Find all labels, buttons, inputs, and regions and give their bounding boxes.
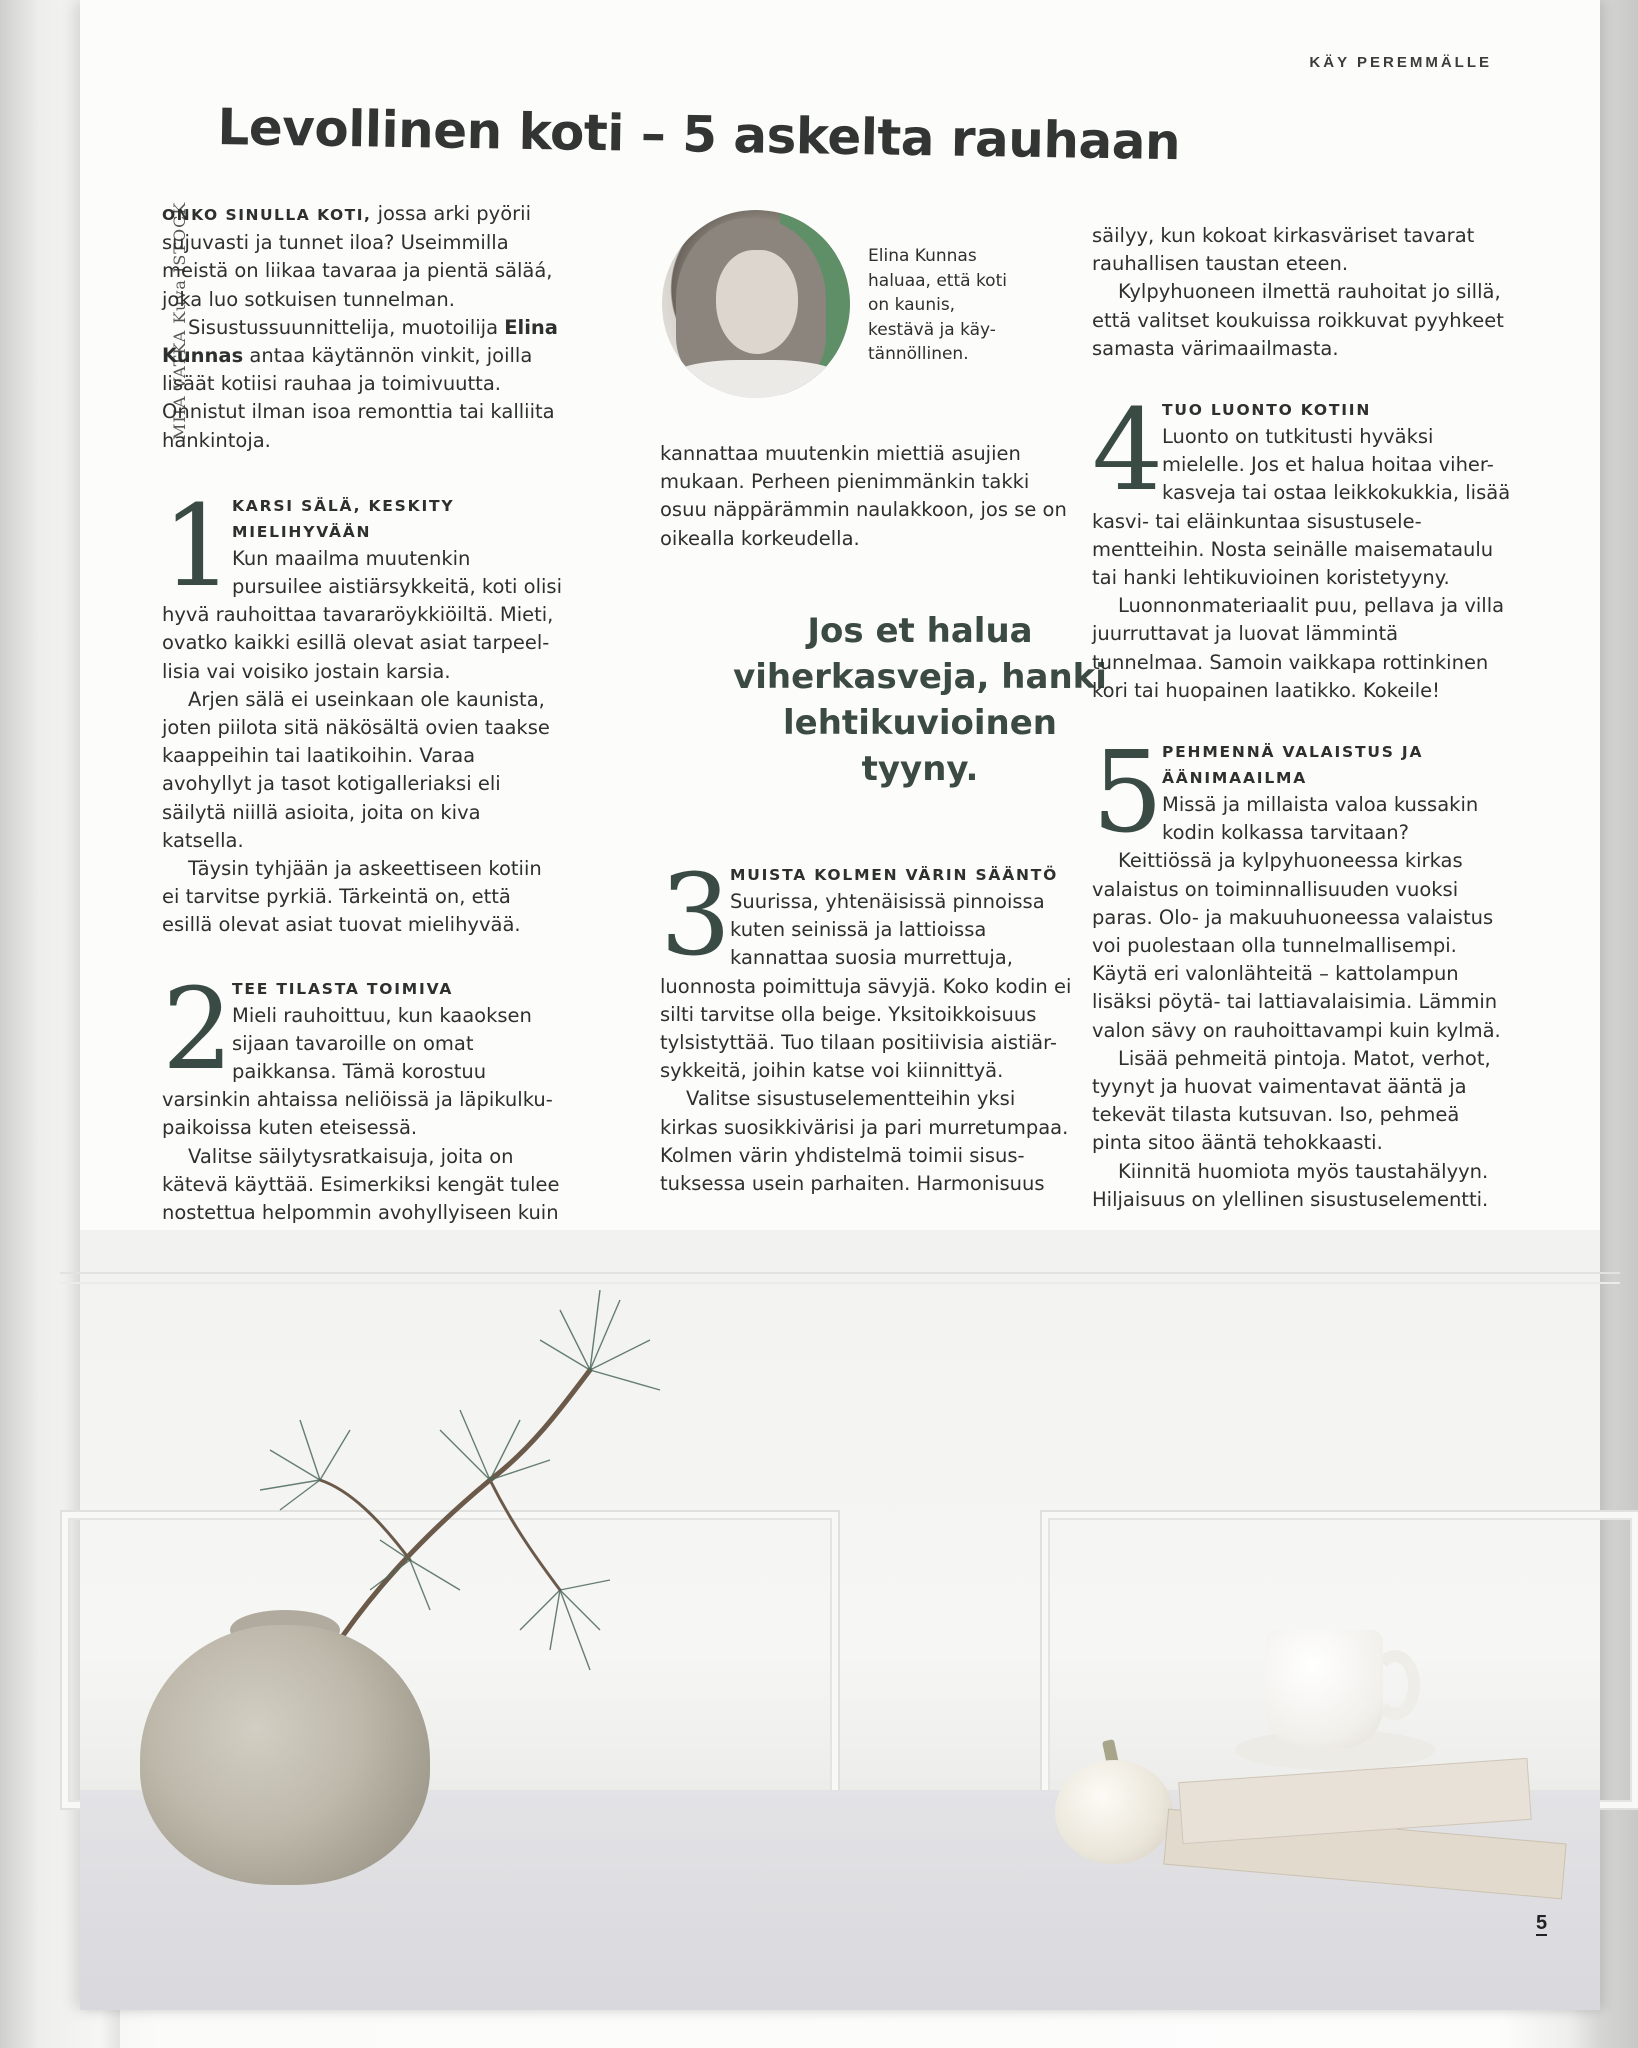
step-number: 1 xyxy=(162,481,234,612)
step-title: TUO LUONTO KOTIIN xyxy=(1162,401,1372,420)
step-number: 5 xyxy=(1092,728,1164,859)
step-paragraph: Luonnonmateriaalit puu, pellava ja villa juurruttavat ja luovat lämmintä tunnelmaa. Samoin vaikkapa rottinkinen kori tai huopainen laatikko. Kokeile! xyxy=(1092,594,1505,702)
step-paragraph: Arjen sälä ei useinkaan ole kaunista, joten piilota sitä näkösältä ovien taakse kaappeihin tai laatikoihin. Varaa avohyllyt ja tasot kotigalleriaksi eli säilytä niillä asioita, joita on kiva katsella. xyxy=(162,687,550,852)
pull-quote: Jos et halua viherkasveja, hanki lehtikuvioinen tyyny. xyxy=(733,611,1107,789)
continuation-paragraph: Kylpyhuoneen ilmettä rauhoitat jo sillä, että valitset koukuissa roikkuvat pyyhkeet samasta värimaailmasta. xyxy=(1092,280,1504,360)
column-2 xyxy=(660,440,1075,553)
step-number: 3 xyxy=(660,851,732,981)
designer-name: Elina Kunnas xyxy=(162,315,558,368)
column-3 xyxy=(1092,222,1512,1214)
step-paragraph: Kiinnitä huomiota myös taustahälyyn. Hiljaisuus on ylellinen sisustuselementti. xyxy=(1092,1159,1489,1211)
step-title: MUISTA KOLMEN VÄRIN SÄÄNTÖ xyxy=(730,866,1059,884)
step-title: PEHMENNÄ VALAISTUS JA ÄÄNIMAAILMA xyxy=(1162,743,1424,788)
step-paragraph: Missä ja millaista valoa kussakin kodin kolkassa tarvitaan? xyxy=(1162,793,1479,845)
ceramic-vase xyxy=(140,1625,430,1885)
step-paragraph: Kun maailma muutenkin pursuilee aistiärsykkeitä, koti olisi hyvä rauhoittaa tavararöykkiöiltä. Mieti, ovatko kaikki esillä olevat asiat tarpeel-lisia vai voisiko jostain karsia. xyxy=(162,546,562,683)
interior-photo xyxy=(80,1230,1600,2010)
step-paragraph: Keittiössä ja kylpyhuoneessa kirkas valaistus on toiminnallisuuden vuoksi paras. Olo- ja makuuhuoneessa valaistus voi puolestaan olla tunnelmallisempi. Käytä eri valonlähteitä – kattolampun lisäksi pöytä- tai lattiavalaisimia. Lämmin valon sävy on rauhoittavampi kuin kylmä. xyxy=(1092,849,1501,1042)
intro-lead: ONKO SINULLA KOTI, xyxy=(162,206,372,224)
step-number: 4 xyxy=(1092,386,1164,517)
step-title: TEE TILASTA TOIMIVA xyxy=(232,979,454,998)
portrait-photo xyxy=(662,210,850,398)
step-paragraph: Valitse sisustuselementteihin yksi kirkas suosikkivärisi ja pari murretumpaa. Kolmen värin yhdistelmä toimii sisus-tuksessa usein parhaiten. Harmonisuus xyxy=(660,1087,1069,1196)
column-1 xyxy=(162,200,562,1256)
step-paragraph: Mieli rauhoittuu, kun kaaoksen sijaan tavaroille on omat paikkansa. Tämä korostuu varsinkin ahtaissa neliöissä ja läpikulku-paikoissa kuten eteisessä. xyxy=(162,1003,553,1140)
step-paragraph: Luonto on tutkitusti hyväksi mielelle. Jos et halua hoitaa viher-kasveja tai ostaa leikkokukkia, lisää kasvi- tai eläinkuntaa sisustusele-mentteihin. Nosta seinälle maisemataulu tai hanki lehtikuvioinen koristetyyny. xyxy=(1092,425,1511,590)
step-2 xyxy=(162,964,562,1256)
step-4 xyxy=(1092,386,1512,705)
step-title: KARSI SÄLÄ, KESKITY MIELIHYVÄÄN xyxy=(232,496,455,541)
step-5 xyxy=(1092,728,1512,1214)
step-1 xyxy=(162,481,562,940)
photo-credit: MIIA VATKA Kuva ISTOCK xyxy=(170,201,189,440)
step-number: 2 xyxy=(162,964,234,1095)
continuation-paragraph: kannattaa muutenkin miettiä asujien mukaan. Perheen pienimmänkin takki osuu näppärämmin naulakkoon, jos se on oikealla korkeudella. xyxy=(660,442,1067,550)
step-3 xyxy=(660,851,1075,1198)
ceramic-cup xyxy=(1265,1630,1383,1748)
wall-molding xyxy=(60,1272,1620,1284)
column-2-lower xyxy=(660,851,1075,1198)
intro-paragraph-2: Sisustussuunnittelija, muotoilija Elina Kunnas antaa käytännön vinkit, joilla lisäät kotiisi rauhaa ja toimivuutta. Onnistut ilman isoa remonttia tai kalliita hankintoja. xyxy=(162,315,558,452)
intro-paragraph: ONKO SINULLA KOTI, jossa arki pyörii sujuvasti ja tunnet iloa? Useimmilla meistä on liikaa tavaraa ja pientä säläá, joka luo sotkuisen tunnelman. xyxy=(162,202,553,311)
section-label: KÄY PEREMMÄLLE xyxy=(1309,54,1492,71)
step-paragraph: Lisää pehmeitä pintoja. Matot, verhot, tyynyt ja huovat vaimentavat ääntä ja tekevät tilasta kutsuvan. Iso, pehmeä pinta sitoo ääntä tehokkaasti. xyxy=(1092,1046,1491,1155)
headline: Levollinen koti – 5 askelta rauhaan xyxy=(217,98,1181,172)
step-paragraph: Suurissa, yhtenäisissä pinnoissa kuten seinissä ja lattioissa kannattaa suosia murrettuja, luonnosta poimittuja sävyjä. Koko kodin ei silti tarvitse olla beige. Yksitoikkoisuus tylsistyttää. Tuo tilaan positiivisia aistiär-sykkeitä, joihin katse voi kiinnittyä. xyxy=(660,890,1072,1083)
portrait-caption: Elina Kunnas haluaa, että koti on kaunis, kestävä ja käy-tännöllinen. xyxy=(868,246,1007,364)
white-pumpkin xyxy=(1055,1760,1173,1864)
continuation-paragraph: säilyy, kun kokoat kirkasväriset tavarat rauhallisen taustan eteen. xyxy=(1092,224,1475,276)
step-paragraph: Valitse säilytysratkaisuja, joita on kätevä käyttää. Esimerkiksi kengät tulee nostettua helpommin avohyllyiseen kuin xyxy=(162,1144,560,1225)
page-number: 5 xyxy=(1536,1912,1548,1934)
step-paragraph: Täysin tyhjään ja askeettiseen kotiin ei tarvitse pyrkiä. Tärkeintä on, että esillä olevat asiat tuovat mielihyvää. xyxy=(162,857,542,937)
